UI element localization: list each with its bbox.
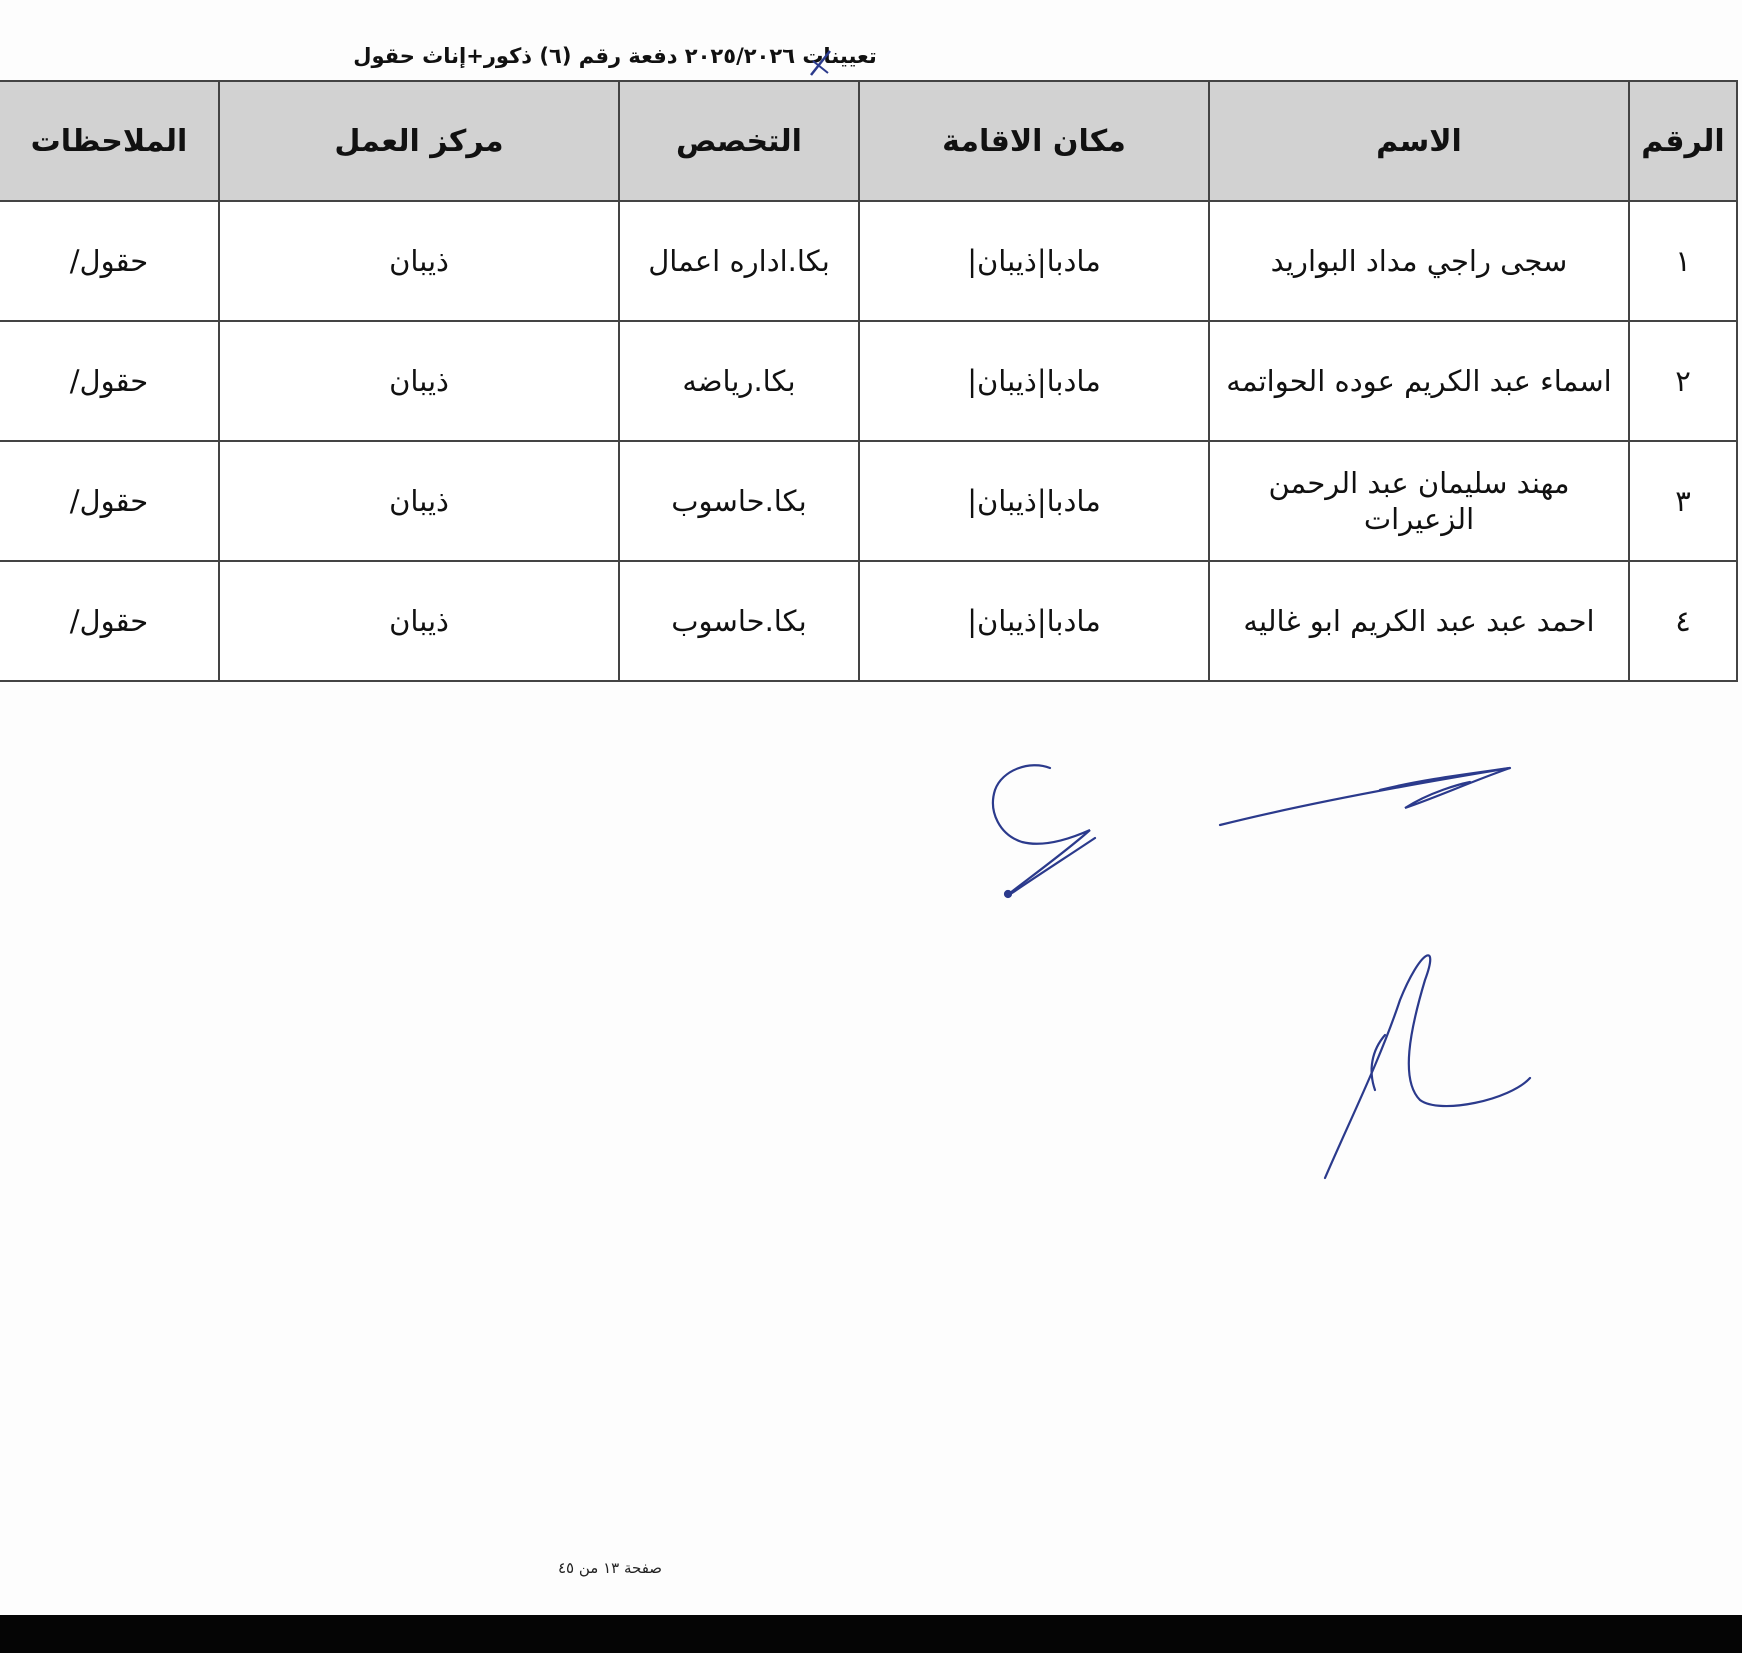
table-row bbox=[0, 321, 1737, 441]
cell-name: احمد عبد عبد الكريم ابو غاليه bbox=[1209, 561, 1629, 681]
header-name: الاسم bbox=[1209, 81, 1629, 201]
pen-correction-mark bbox=[808, 47, 834, 79]
header-specialization: التخصص bbox=[619, 81, 859, 201]
cell-notes: حقول/ bbox=[0, 321, 219, 441]
header-residence: مكان الاقامة bbox=[859, 81, 1209, 201]
cell-number: ١ bbox=[1629, 201, 1737, 321]
cell-number: ٤ bbox=[1629, 561, 1737, 681]
cell-work-center: ذيبان bbox=[219, 321, 619, 441]
cell-work-center: ذيبان bbox=[219, 561, 619, 681]
cell-residence: مادبا|ذيبان| bbox=[859, 321, 1209, 441]
header-work-center: مركز العمل bbox=[219, 81, 619, 201]
cell-specialization: بكا.حاسوب bbox=[619, 561, 859, 681]
cell-residence: مادبا|ذيبان| bbox=[859, 561, 1209, 681]
header-notes: الملاحظات bbox=[0, 81, 219, 201]
header-number: الرقم bbox=[1629, 81, 1737, 201]
cell-work-center: ذيبان bbox=[219, 201, 619, 321]
document-title: تعيينات ٢٠٢٥/٢٠٢٦ دفعة رقم (٦) ذكور+إناث حقول bbox=[353, 44, 877, 68]
cell-residence: مادبا|ذيبان| bbox=[859, 441, 1209, 561]
cell-specialization: بكا.اداره اعمال bbox=[619, 201, 859, 321]
table-header-row bbox=[0, 81, 1737, 201]
cell-notes: حقول/ bbox=[0, 561, 219, 681]
appointments-table bbox=[0, 80, 1738, 682]
cell-name: اسماء عبد الكريم عوده الحواتمه bbox=[1209, 321, 1629, 441]
cell-notes: حقول/ bbox=[0, 441, 219, 561]
page-number: صفحة ١٣ من ٤٥ bbox=[557, 1559, 663, 1577]
cell-number: ٢ bbox=[1629, 321, 1737, 441]
cell-residence: مادبا|ذيبان| bbox=[859, 201, 1209, 321]
cell-specialization: بكا.حاسوب bbox=[619, 441, 859, 561]
cell-notes: حقول/ bbox=[0, 201, 219, 321]
cell-name: مهند سليمان عبد الرحمن الزعيرات bbox=[1209, 441, 1629, 561]
cell-work-center: ذيبان bbox=[219, 441, 619, 561]
scan-border bbox=[0, 1615, 1742, 1653]
cell-name: سجى راجي مداد البواريد bbox=[1209, 201, 1629, 321]
cell-specialization: بكا.رياضه bbox=[619, 321, 859, 441]
table-row bbox=[0, 201, 1737, 321]
cell-number: ٣ bbox=[1629, 441, 1737, 561]
table-row bbox=[0, 561, 1737, 681]
table-row bbox=[0, 441, 1737, 561]
